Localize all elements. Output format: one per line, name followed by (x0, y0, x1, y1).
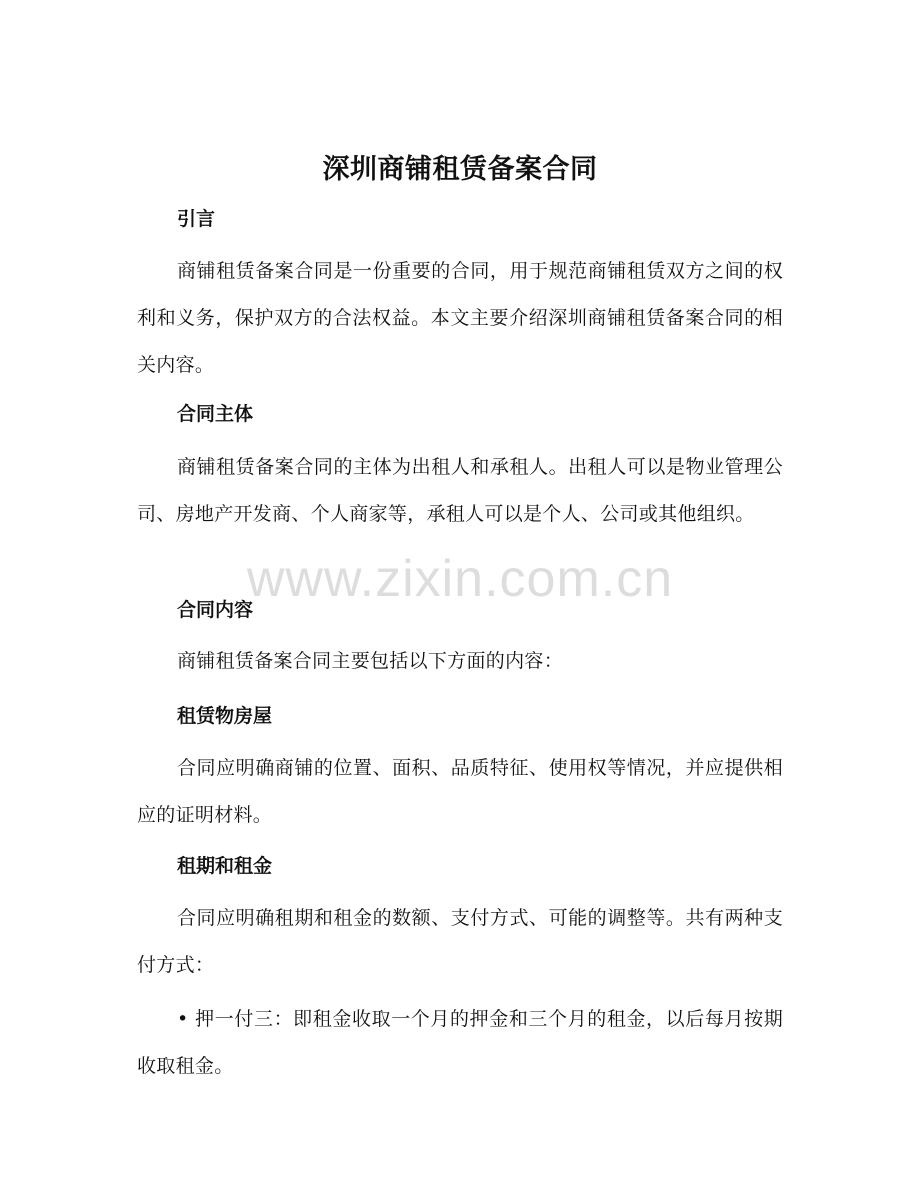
section-text-content: 商铺租赁备案合同主要包括以下方面的内容： (177, 650, 564, 672)
section-text-property: 合同应明确商铺的位置、面积、品质特征、使用权等情况，并应提供相应的证明材料。 (137, 757, 783, 826)
section-heading-intro: 引言 (177, 208, 216, 230)
section-heading-property: 租赁物房屋 (177, 705, 273, 727)
section-heading-parties: 合同主体 (177, 403, 254, 425)
section-text-parties: 商铺租赁备案合同的主体为出租人和承租人。出租人可以是物业管理公司、房地产开发商、个人商家等，承租人可以是个人、公司或其他组织。 (137, 456, 783, 525)
watermark: www.zixin.com.cn (246, 550, 674, 608)
section-heading-rent: 租期和租金 (177, 855, 273, 877)
section-text-intro: 商铺租赁备案合同是一份重要的合同，用于规范商铺租赁双方之间的权利和义务，保护双方的合法权益。本文主要介绍深圳商铺租赁备案合同的相关内容。 (137, 260, 783, 376)
section-text-rent: 合同应明确租期和租金的数额、支付方式、可能的调整等。共有两种支付方式： (137, 907, 783, 976)
list-item-payment: • 押一付三：即租金收取一个月的押金和三个月的租金，以后每月按期收取租金。 (137, 1008, 783, 1077)
section-heading-content: 合同内容 (177, 599, 254, 621)
document-title: 深圳商铺租赁备案合同 (322, 154, 598, 185)
